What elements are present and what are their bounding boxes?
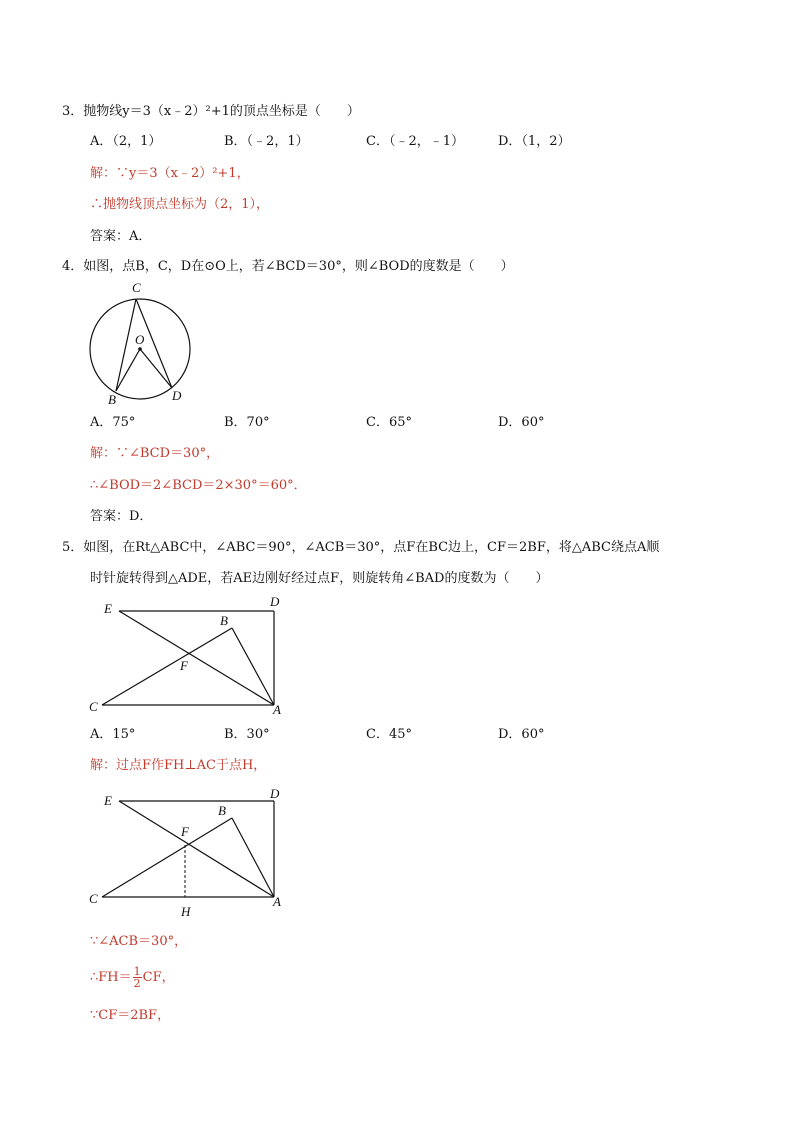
q5-solution-line-1: 解：过点F作FH⊥AC于点H， [90,758,267,773]
q5-triangle-figure [86,590,296,722]
q4-option-c: C．65° [366,415,412,430]
q4-circle-figure [86,278,196,406]
label-d: D [270,786,280,801]
fraction-numerator: 1 [133,965,141,978]
label-e: E [104,793,112,808]
label-b: B [108,392,116,406]
q3-solution-line-2: ∴抛物线顶点坐标为（2，1）， [90,197,270,212]
q3-answer: 答案：A． [90,229,152,244]
q4-stem: 4．如图，点B，C，D在⊙O上，若∠BCD＝30°，则∠BOD的度数是（ ） [62,259,514,274]
q3-solution-line-1: 解：∵y＝3（x﹣2）²+1， [90,166,250,181]
label-f: F [180,658,188,673]
label-e: E [104,601,112,616]
segment-cb [102,818,232,897]
q4-option-a: A．75° [90,415,136,430]
q3-option-d: D．（1，2） [498,134,571,149]
label-c: C [89,891,98,906]
q5-solution-line-2: ∵∠ACB＝30°， [90,934,188,949]
q4-solution-line-1: 解：∵∠BCD＝30°， [90,446,220,461]
cf-term: CF， [142,970,175,985]
segment-ob [116,349,140,391]
q4-answer: 答案：D． [90,509,153,524]
label-b: B [220,613,228,628]
fraction-one-half [133,966,142,989]
q4-option-d: D．60° [498,415,545,430]
label-c: C [89,699,98,714]
q3-option-b: B．（﹣2，1） [224,134,309,149]
q5-stem-line-1: 5．如图，在Rt△ABC中，∠ABC＝90°，∠ACB＝30°，点F在BC边上，CF＝2BF，将△ABC绕点A顺 [62,540,660,555]
q4-option-b: B．70° [224,415,270,430]
center-point [138,347,142,351]
q5-solution-figure [86,782,296,922]
q5-option-d: D．60° [498,727,545,742]
q5-option-c: C．45° [366,727,412,742]
label-a: A [273,702,281,717]
segment-ba [232,818,274,897]
label-o: O [135,332,145,347]
label-d: D [172,388,182,403]
q3-option-a: A．（2，1） [90,134,162,149]
segment-cb [116,299,136,391]
q4-solution-line-2: ∴∠BOD＝2∠BCD＝2×30°＝60°． [90,478,307,493]
label-h: H [181,904,191,919]
segment-ba [232,628,274,705]
label-c: C [132,280,141,295]
q5-stem-line-2: 时针旋转得到△ADE，若AE边刚好经过点F，则旋转角∠BAD的度数为（ ） [90,571,549,586]
q3-stem: 3．抛物线y＝3（x﹣2）²+1的顶点坐标是（ ） [62,104,360,119]
q5-solution-line-4: ∵CF＝2BF， [90,1008,171,1023]
segment-ea [119,801,274,897]
segment-ea [119,611,274,705]
q3-option-c: C．（﹣2，﹣1） [366,134,464,149]
segment-od [140,349,172,388]
q5-option-b: B．30° [224,727,270,742]
fraction-denominator: 2 [133,977,141,990]
label-a: A [273,894,281,909]
fh-equals: ∴FH＝ [90,970,132,985]
label-f: F [181,824,189,839]
label-d: D [270,594,280,609]
q5-solution-line-3 [90,966,175,990]
q5-option-a: A．15° [90,727,136,742]
label-b: B [218,803,226,818]
